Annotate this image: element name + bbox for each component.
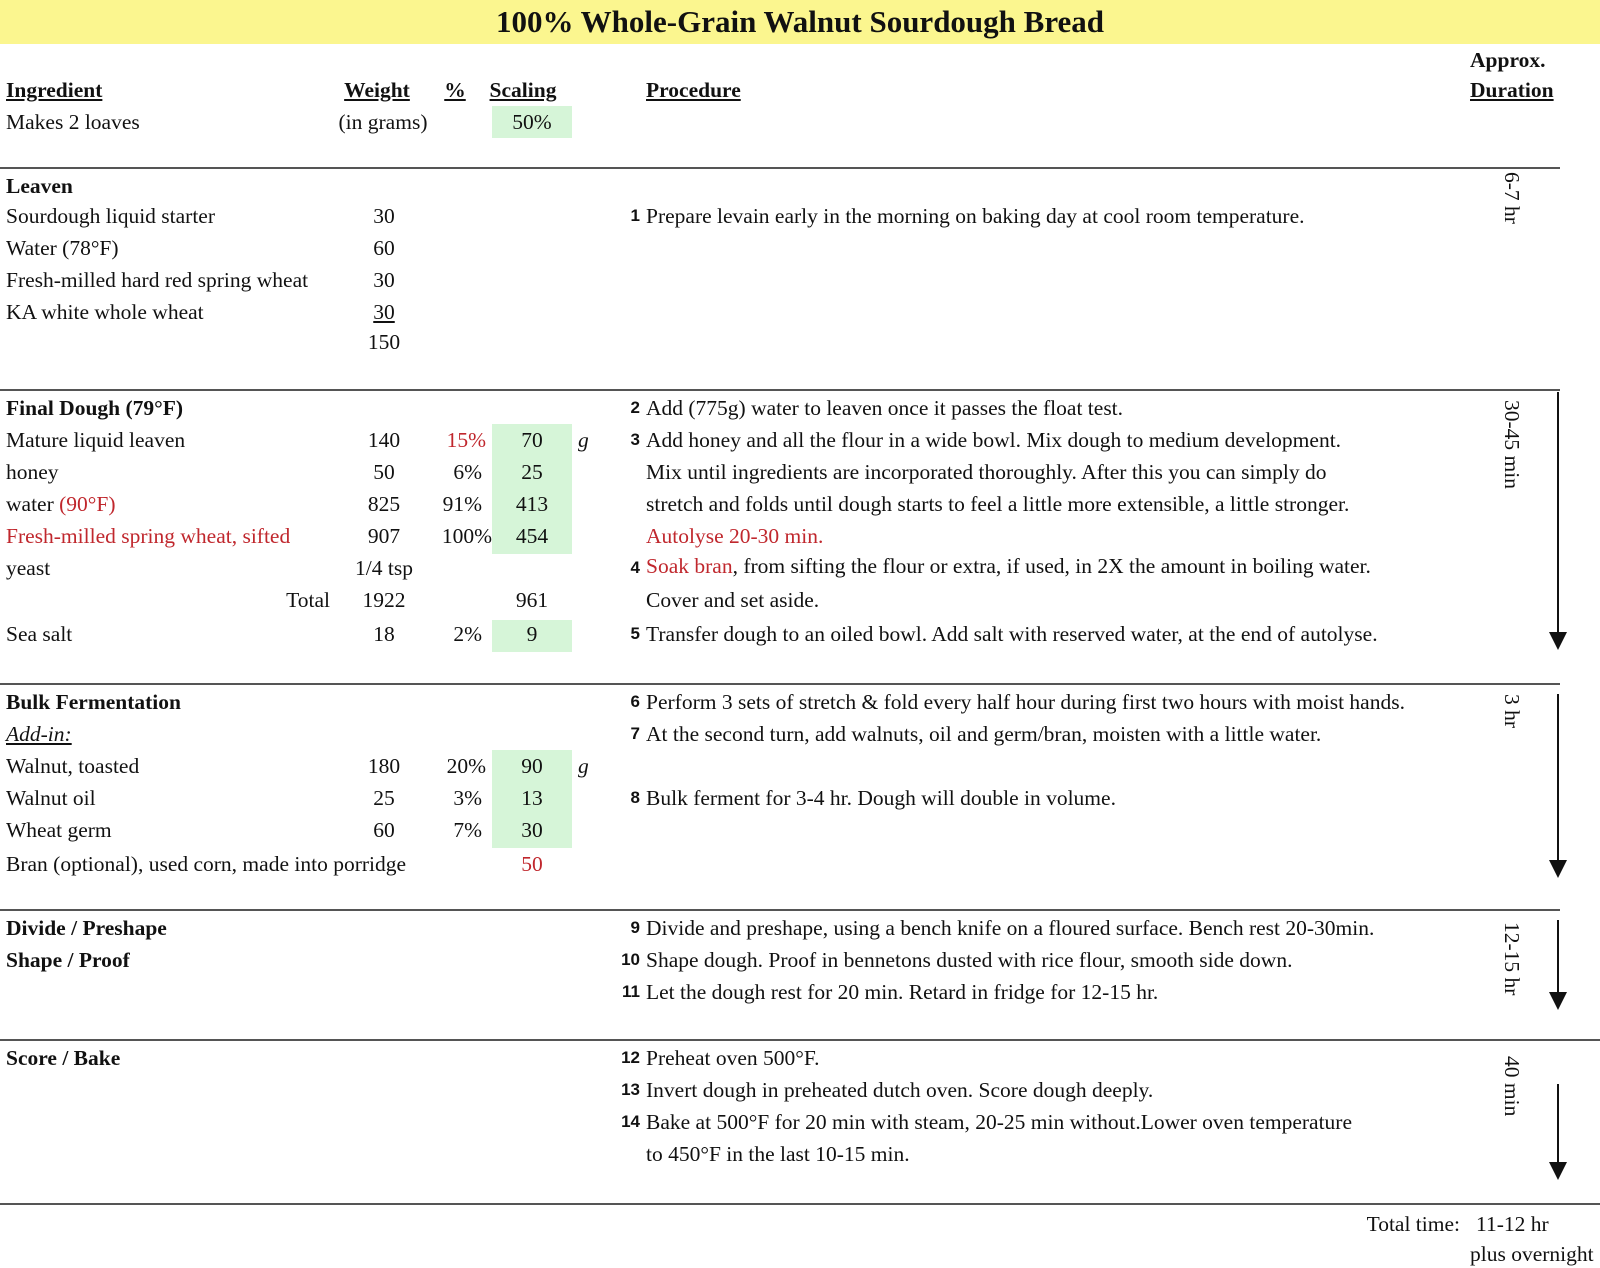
header-scaling: Scaling bbox=[489, 78, 557, 102]
header-approx: Approx. bbox=[1470, 48, 1546, 72]
ingredient-name: Bran (optional), used corn, made into porridge bbox=[6, 852, 407, 876]
divide-heading: Divide / Preshape bbox=[6, 916, 167, 940]
baker-percent: 20% bbox=[446, 754, 486, 778]
header-procedure: Procedure bbox=[646, 78, 741, 102]
unit-label: g bbox=[578, 754, 589, 778]
ingredient-weight: 30 bbox=[373, 268, 395, 292]
ingredient-name: Fresh-milled hard red spring wheat bbox=[6, 268, 309, 292]
bulk-heading: Bulk Fermentation bbox=[6, 690, 181, 714]
step-number: 1 bbox=[630, 206, 640, 225]
step-number: 10 bbox=[621, 950, 640, 969]
duration-final-dough: 30-45 min bbox=[1500, 400, 1524, 489]
baker-percent: 7% bbox=[453, 818, 482, 842]
scaled-value: 50 bbox=[521, 852, 543, 876]
autolyse-note: Autolyse 20-30 min. bbox=[646, 524, 824, 548]
duration-divide: 12-15 hr bbox=[1500, 922, 1524, 996]
step-number: 2 bbox=[630, 398, 640, 417]
arrow-down-icon bbox=[1557, 694, 1559, 874]
divider-leaven bbox=[0, 167, 1560, 169]
makes-loaves: Makes 2 loaves bbox=[6, 110, 140, 134]
total-label: Total bbox=[286, 588, 330, 612]
step-number: 13 bbox=[621, 1080, 640, 1099]
ingredient-name: Mature liquid leaven bbox=[6, 428, 186, 452]
step-text: Bake at 500°F for 20 min with steam, 20-25 min without.Lower oven temperature bbox=[646, 1110, 1353, 1134]
step-text: to 450°F in the last 10-15 min. bbox=[646, 1142, 910, 1166]
ingredient-name: honey bbox=[6, 460, 59, 484]
ingredient-weight: 50 bbox=[373, 460, 395, 484]
ingredient-weight: 18 bbox=[373, 622, 395, 646]
total-weight: 1922 bbox=[362, 588, 406, 612]
ingredient-name bbox=[6, 490, 116, 518]
ingredient-name: Sourdough liquid starter bbox=[6, 204, 216, 228]
step-number: 9 bbox=[630, 918, 640, 937]
scaled-value: 30 bbox=[521, 818, 543, 842]
header-ingredient: Ingredient bbox=[6, 78, 103, 102]
baker-percent: 6% bbox=[453, 460, 482, 484]
in-grams-label: (in grams) bbox=[338, 110, 428, 134]
ingredient-name: Fresh-milled spring wheat, sifted bbox=[6, 524, 291, 548]
ingredient-name-text: water bbox=[6, 492, 60, 516]
unit-label: g bbox=[578, 428, 589, 452]
overnight-note: plus overnight bbox=[1470, 1242, 1594, 1266]
step-number: 7 bbox=[630, 724, 640, 743]
step-text: Add honey and all the flour in a wide bowl. Mix dough to medium development. bbox=[646, 428, 1342, 452]
ingredient-name: KA white whole wheat bbox=[6, 300, 204, 324]
duration-leaven: 6-7 hr bbox=[1500, 172, 1524, 224]
ingredient-name: Sea salt bbox=[6, 622, 73, 646]
arrow-down-icon bbox=[1557, 920, 1559, 1006]
baker-percent: 15% bbox=[446, 428, 486, 452]
bake-heading: Score / Bake bbox=[6, 1046, 121, 1070]
header-weight: Weight bbox=[344, 78, 410, 102]
step-text: Prepare levain early in the morning on baking day at cool room temperature. bbox=[646, 204, 1305, 228]
divider-final-dough bbox=[0, 389, 1560, 391]
leaven-heading: Leaven bbox=[6, 174, 73, 198]
ingredient-weight: 30 bbox=[373, 204, 395, 228]
step-text: Cover and set aside. bbox=[646, 588, 820, 612]
divider-bulk bbox=[0, 683, 1560, 685]
scaled-value: 9 bbox=[526, 622, 538, 646]
baker-percent: 3% bbox=[453, 786, 482, 810]
ingredient-weight: 60 bbox=[373, 818, 395, 842]
duration-bulk: 3 hr bbox=[1500, 694, 1524, 729]
total-time-label: Total time: bbox=[1366, 1212, 1460, 1236]
step-text: At the second turn, add walnuts, oil and germ/bran, moisten with a little water. bbox=[646, 722, 1322, 746]
final-dough-heading: Final Dough (79°F) bbox=[6, 396, 184, 420]
divider-footer bbox=[0, 1203, 1600, 1205]
ingredient-name: yeast bbox=[6, 556, 51, 580]
scaling-value: 50% bbox=[512, 110, 552, 134]
step-text: Transfer dough to an oiled bowl. Add salt with reserved water, at the end of autolyse. bbox=[646, 622, 1378, 646]
scaled-value: 25 bbox=[521, 460, 543, 484]
step-text: Add (775g) water to leaven once it passes the float test. bbox=[646, 396, 1124, 420]
scaled-value: 13 bbox=[521, 786, 543, 810]
step-text: Divide and preshape, using a bench knife on a floured surface. Bench rest 20-30min. bbox=[646, 916, 1375, 940]
ingredient-name: Walnut, toasted bbox=[6, 754, 140, 778]
scaled-value: 90 bbox=[521, 754, 543, 778]
step-text-rest: , from sifting the flour or extra, if used, in 2X the amount in boiling water. bbox=[732, 554, 1371, 578]
arrow-down-icon bbox=[1557, 392, 1559, 646]
ingredient-weight: 60 bbox=[373, 236, 395, 260]
step-number: 3 bbox=[630, 430, 640, 449]
arrow-down-icon bbox=[1557, 1084, 1559, 1176]
ingredient-weight: 180 bbox=[367, 754, 401, 778]
baker-percent: 91% bbox=[442, 492, 482, 516]
step-number: 6 bbox=[630, 692, 640, 711]
step-text: Perform 3 sets of stretch & fold every half hour during first two hours with moist hands. bbox=[646, 690, 1405, 714]
soak-bran-highlight: Soak bran bbox=[646, 554, 733, 578]
step-number: 11 bbox=[622, 982, 640, 1001]
scaled-value: 413 bbox=[515, 492, 549, 516]
step-number: 14 bbox=[621, 1112, 640, 1131]
scaled-value: 70 bbox=[521, 428, 543, 452]
step-text: Let the dough rest for 20 min. Retard in fridge for 12-15 hr. bbox=[646, 980, 1159, 1004]
leaven-total: 150 bbox=[367, 330, 401, 354]
step-number: 8 bbox=[630, 788, 640, 807]
step-number: 5 bbox=[630, 624, 640, 643]
step-text: Mix until ingredients are incorporated thoroughly. After this you can simply do bbox=[646, 460, 1327, 484]
header-percent: % bbox=[444, 78, 466, 102]
ingredient-weight: 1/4 tsp bbox=[355, 556, 413, 580]
duration-bake: 40 min bbox=[1500, 1056, 1524, 1117]
ingredient-weight: 825 bbox=[367, 492, 401, 516]
ingredient-weight: 25 bbox=[373, 786, 395, 810]
addin-label: Add-in: bbox=[6, 722, 72, 746]
divider-bake bbox=[0, 1039, 1600, 1041]
step-text: stretch and folds until dough starts to feel a little more extensible, a little stronger. bbox=[646, 492, 1350, 516]
step-text: Invert dough in preheated dutch oven. Score dough deeply. bbox=[646, 1078, 1154, 1102]
water-temperature: (90°F) bbox=[59, 492, 116, 516]
step-number: 12 bbox=[621, 1048, 640, 1067]
step-text: Shape dough. Proof in bennetons dusted with rice flour, smooth side down. bbox=[646, 948, 1293, 972]
total-time-value: 11-12 hr bbox=[1476, 1212, 1549, 1236]
step-text bbox=[646, 552, 1371, 580]
ingredient-weight: 30 bbox=[373, 300, 395, 324]
step-text: Preheat oven 500°F. bbox=[646, 1046, 820, 1070]
divider-divide bbox=[0, 909, 1560, 911]
step-text: Bulk ferment for 3-4 hr. Dough will double in volume. bbox=[646, 786, 1116, 810]
ingredient-weight: 907 bbox=[367, 524, 401, 548]
scaled-value: 454 bbox=[515, 524, 549, 548]
header-duration: Duration bbox=[1470, 78, 1554, 102]
shape-heading: Shape / Proof bbox=[6, 948, 130, 972]
ingredient-name: Wheat germ bbox=[6, 818, 112, 842]
baker-percent: 2% bbox=[453, 622, 482, 646]
page-title: 100% Whole-Grain Walnut Sourdough Bread bbox=[495, 4, 1105, 39]
ingredient-name: Walnut oil bbox=[6, 786, 96, 810]
ingredient-weight: 140 bbox=[367, 428, 401, 452]
step-number: 4 bbox=[630, 558, 640, 577]
total-scaled: 961 bbox=[515, 588, 549, 612]
baker-percent: 100% bbox=[441, 524, 492, 548]
ingredient-name: Water (78°F) bbox=[6, 236, 119, 260]
